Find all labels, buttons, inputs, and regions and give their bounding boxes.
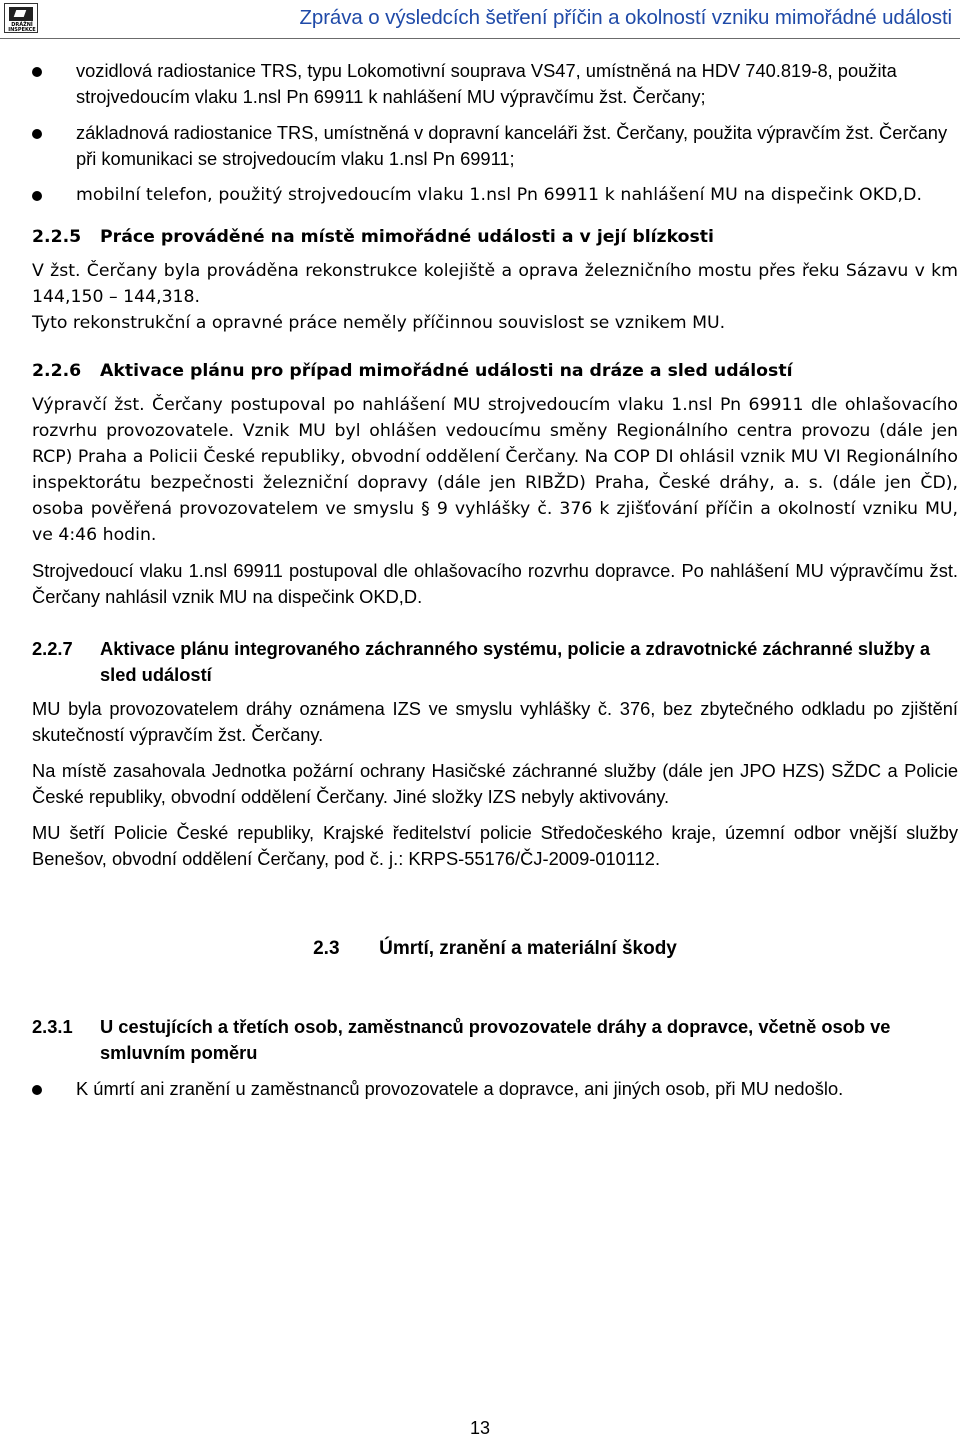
logo-text: DRÁŽNÍ INSPEKCE (8, 22, 36, 33)
section-number: 2.2.6 (32, 361, 82, 381)
section-heading-2-3-1 (32, 1014, 958, 1066)
bullet-icon (32, 191, 42, 201)
section-title: Aktivace plánu pro případ mimořádné události na dráze a sled událostí (100, 361, 793, 381)
header-divider (0, 38, 960, 39)
paragraph: Tyto rekonstrukční a opravné práce neměly příčinnou souvislost se vznikem MU. (32, 313, 726, 333)
section-title: U cestujících a třetích osob, zaměstnanců provozovatele dráhy a dopravce, včetně osob ve smluvním poměru (100, 1016, 891, 1063)
list-item (32, 1076, 958, 1102)
section-heading-2-3 (32, 936, 958, 962)
section-number: 2.2.5 (32, 227, 82, 247)
bullet-icon (32, 129, 42, 139)
section-number: 2.3 (313, 938, 340, 959)
paragraph (32, 392, 958, 548)
section-heading-2-2-7 (32, 636, 958, 688)
list-item-text: K úmrtí ani zranění u zaměstnanců provozovatele a dopravce, ani jiných osob, při MU nedošlo. (76, 1078, 844, 1099)
logo-mark (9, 7, 33, 21)
paragraph: V žst. Čerčany byla prováděna rekonstrukce kolejiště a oprava železničního mostu přes řeku Sázavu v km 144,150 – 144,318. (32, 261, 958, 307)
section-heading-2-2-5 (32, 224, 958, 250)
list-item (32, 182, 958, 208)
list-item-text: základnová radiostanice TRS, umístněná v dopravní kanceláři žst. Čerčany, použita výpravčím žst. Čerčany při komunikaci se strojvedoucím vlaku 1.nsl Pn 69911; (76, 122, 948, 169)
bullet-icon (32, 67, 42, 77)
section-title: Úmrtí, zranění a materiální škody (379, 938, 677, 959)
list-item (32, 58, 958, 110)
section-heading-2-2-6 (32, 358, 958, 384)
paragraph: Strojvedoucí vlaku 1.nsl 69911 postupoval dle ohlašovacího rozvrhu dopravce. Po nahlášení MU výpravčímu žst. Čerčany nahlásil vznik MU na dispečink OKD,D. (32, 560, 958, 607)
paragraph-sentence: Výpravčí žst. Čerčany postupoval po nahlášení MU strojvedoucím vlaku 1.nsl Pn 69911 dle ohlašovacího rozvrhu provozovatele. (32, 395, 958, 441)
section-number: 2.2.7 (32, 638, 73, 659)
drazni-inspekce-logo (4, 3, 38, 33)
section-number: 2.3.1 (32, 1016, 73, 1037)
bullet-icon (32, 1085, 42, 1095)
section-title: Práce prováděné na místě mimořádné události a v její blízkosti (100, 227, 714, 247)
page-number: 13 (469, 1418, 491, 1438)
paragraph: Na místě zasahovala Jednotka požární ochrany Hasičské záchranné služby (dále jen JPO HZS) SŽDC a Policie České republiky, obvodní oddělení Čerčany. Jiné složky IZS nebyly aktivovány. (32, 760, 958, 807)
paragraph: MU byla provozovatelem dráhy oznámena IZS ve smyslu vyhlášky č. 376, bez zbytečného odkladu po zjištění skutečností výpravčím žst. Čerčany. (32, 698, 958, 745)
paragraph-sentence: Vznik MU byl ohlášen vedoucímu směny Regionálního centra provozu (dále jen RCP) Praha a Policii České republiky, obvodní oddělení Čerčany. Na COP DI ohlásil vznik MU VI Regionálního inspektorátu bezpečnosti železniční dopravy (dále jen RIBŽD) Praha, České dráhy, a. s. (dále jen ČD), osoba pověřená provozovatelem ve smyslu § 9 vyhlášky č. 376 k zjišťování příčin a okolností vzniku MU, ve 4:46 hodin. (32, 421, 959, 545)
page-content (32, 58, 958, 1112)
section-title: Aktivace plánu integrovaného záchranného systému, policie a zdravotnické záchranné služby a sled událostí (100, 638, 931, 685)
list-item-text: vozidlová radiostanice TRS, typu Lokomotivní souprava VS47, umístněná na HDV 740.819-8, použita strojvedoucím vlaku 1.nsl Pn 69911 k nahlášení MU výpravčímu žst. Čerčany; (76, 60, 897, 107)
document-title: Zpráva o výsledcích šetření příčin a okolností vzniku mimořádné události (299, 6, 952, 29)
list-item-text: mobilní telefon, použitý strojvedoucím vlaku 1.nsl Pn 69911 k nahlášení MU na dispečink OKD,D. (76, 185, 923, 205)
list-item (32, 120, 958, 172)
paragraph: MU šetří Policie České republiky, Krajské ředitelství policie Středočeského kraje, územní odbor vnější služby Benešov, obvodní oddělení Čerčany, pod č. j.: KRPS-55176/ČJ-2009-010112. (32, 822, 958, 869)
page-header (0, 0, 960, 40)
